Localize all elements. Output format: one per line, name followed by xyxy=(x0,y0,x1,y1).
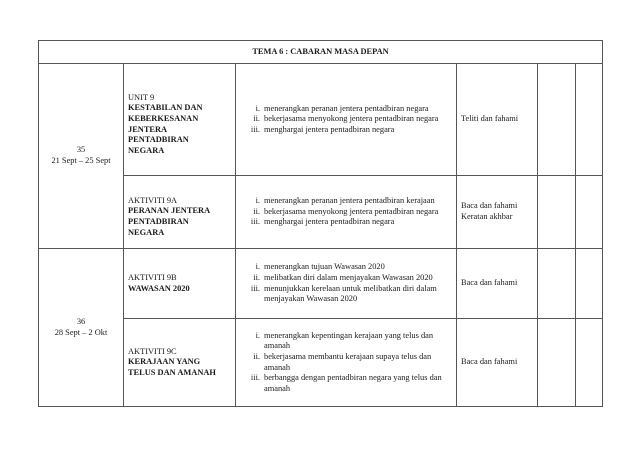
empty-cell xyxy=(538,249,576,319)
table-row xyxy=(39,176,603,249)
objectives-cell xyxy=(236,176,457,249)
unit-label: AKTIVITI 9A xyxy=(128,195,178,205)
empty-cell xyxy=(538,64,576,176)
list-item: ii. bekerjasama menyokong jentera pentadbiran negara xyxy=(253,114,439,124)
unit-title-line: PENTADBIRAN xyxy=(128,135,189,145)
empty-cell xyxy=(576,319,603,407)
empty-cell xyxy=(538,319,576,407)
week-dates: 28 Sept – 2 Okt xyxy=(54,327,108,337)
theme-title: TEMA 6 : CABARAN MASA DEPAN xyxy=(39,41,603,64)
table-row xyxy=(39,319,603,407)
list-item: i. menerangkan tujuan Wawasan 2020 xyxy=(255,262,385,272)
unit-cell xyxy=(124,319,236,407)
unit-title-line: KEBERKESANAN xyxy=(128,113,199,123)
list-item: iii. menunjukkan kerelaan untuk melibatkan diri dalam menjayakan Wawasan 2020 xyxy=(250,283,437,304)
list-item: iii. menghargai jentera pentadbiran negara xyxy=(250,124,395,134)
objectives-list xyxy=(236,196,453,228)
week-cell xyxy=(39,249,124,407)
unit-label: AKTIVITI 9C xyxy=(128,346,177,356)
activity-cell xyxy=(457,176,538,249)
unit-title-line: PERANAN JENTERA xyxy=(128,206,211,216)
unit-title-line: WAWASAN 2020 xyxy=(128,283,190,293)
activity-text: Baca dan fahami xyxy=(461,201,518,211)
table-row xyxy=(39,249,603,319)
week-dates: 21 Sept – 25 Sept xyxy=(51,156,111,165)
list-item: i. menerangkan peranan jentera pentadbiran kerajaan xyxy=(255,196,435,206)
unit-cell xyxy=(124,64,236,176)
objectives-cell xyxy=(236,319,457,407)
table-row xyxy=(39,64,603,176)
activity-text: Teliti dan fahami xyxy=(461,114,519,124)
activity-text: Baca dan fahami xyxy=(461,357,518,367)
unit-title-line: NEGARA xyxy=(128,145,165,155)
activity-text: Baca dan fahami xyxy=(461,278,518,288)
unit-title-line: KERAJAAN YANG xyxy=(128,357,201,367)
unit-title-line: PENTADBIRAN xyxy=(128,217,189,226)
list-item: iii. berbangga dengan pentadbiran negara yang telus dan amanah xyxy=(250,373,442,393)
list-item: i. menerangkan kepentingan kerajaan yang telus dan amanah xyxy=(255,330,434,351)
list-item: ii. bekerjasama membantu kerajaan supaya telus dan amanah xyxy=(253,351,432,372)
empty-cell xyxy=(538,176,576,249)
activity-cell xyxy=(457,319,538,407)
empty-cell xyxy=(576,64,603,176)
activity-cell xyxy=(457,64,538,176)
empty-cell xyxy=(576,176,603,249)
objectives-list xyxy=(236,262,453,304)
unit-title-line: JENTERA xyxy=(128,124,168,134)
unit-label: AKTIVITI 9B xyxy=(128,272,177,282)
unit-label: UNIT 9 xyxy=(128,92,155,102)
objectives-cell xyxy=(236,249,457,319)
unit-title-line: TELUS DAN AMANAH xyxy=(128,367,216,377)
objectives-list xyxy=(236,331,453,395)
list-item: iii. menghargai jentera pentadbiran negara xyxy=(250,217,395,227)
list-item: ii. melibatkan diri dalam menjayakan Wawasan 2020 xyxy=(253,272,433,282)
list-item: i. menerangkan peranan jentera pentadbiran negara xyxy=(255,103,429,113)
activity-cell xyxy=(457,249,538,319)
list-item: ii. bekerjasama menyokong jentera pentadbiran negara xyxy=(253,206,439,216)
week-cell xyxy=(39,64,124,249)
unit-title-line: KESTABILAN DAN xyxy=(128,103,203,113)
theme-header-row xyxy=(39,41,603,64)
activity-text: Keratan akhbar xyxy=(461,212,513,221)
week-number: 36 xyxy=(76,316,86,326)
empty-cell xyxy=(576,249,603,319)
unit-cell xyxy=(124,176,236,249)
week-number: 35 xyxy=(76,145,86,155)
objectives-list xyxy=(236,104,453,136)
unit-cell xyxy=(124,249,236,319)
lesson-plan-table xyxy=(38,40,603,407)
objectives-cell xyxy=(236,64,457,176)
unit-title-line: NEGARA xyxy=(128,227,165,237)
